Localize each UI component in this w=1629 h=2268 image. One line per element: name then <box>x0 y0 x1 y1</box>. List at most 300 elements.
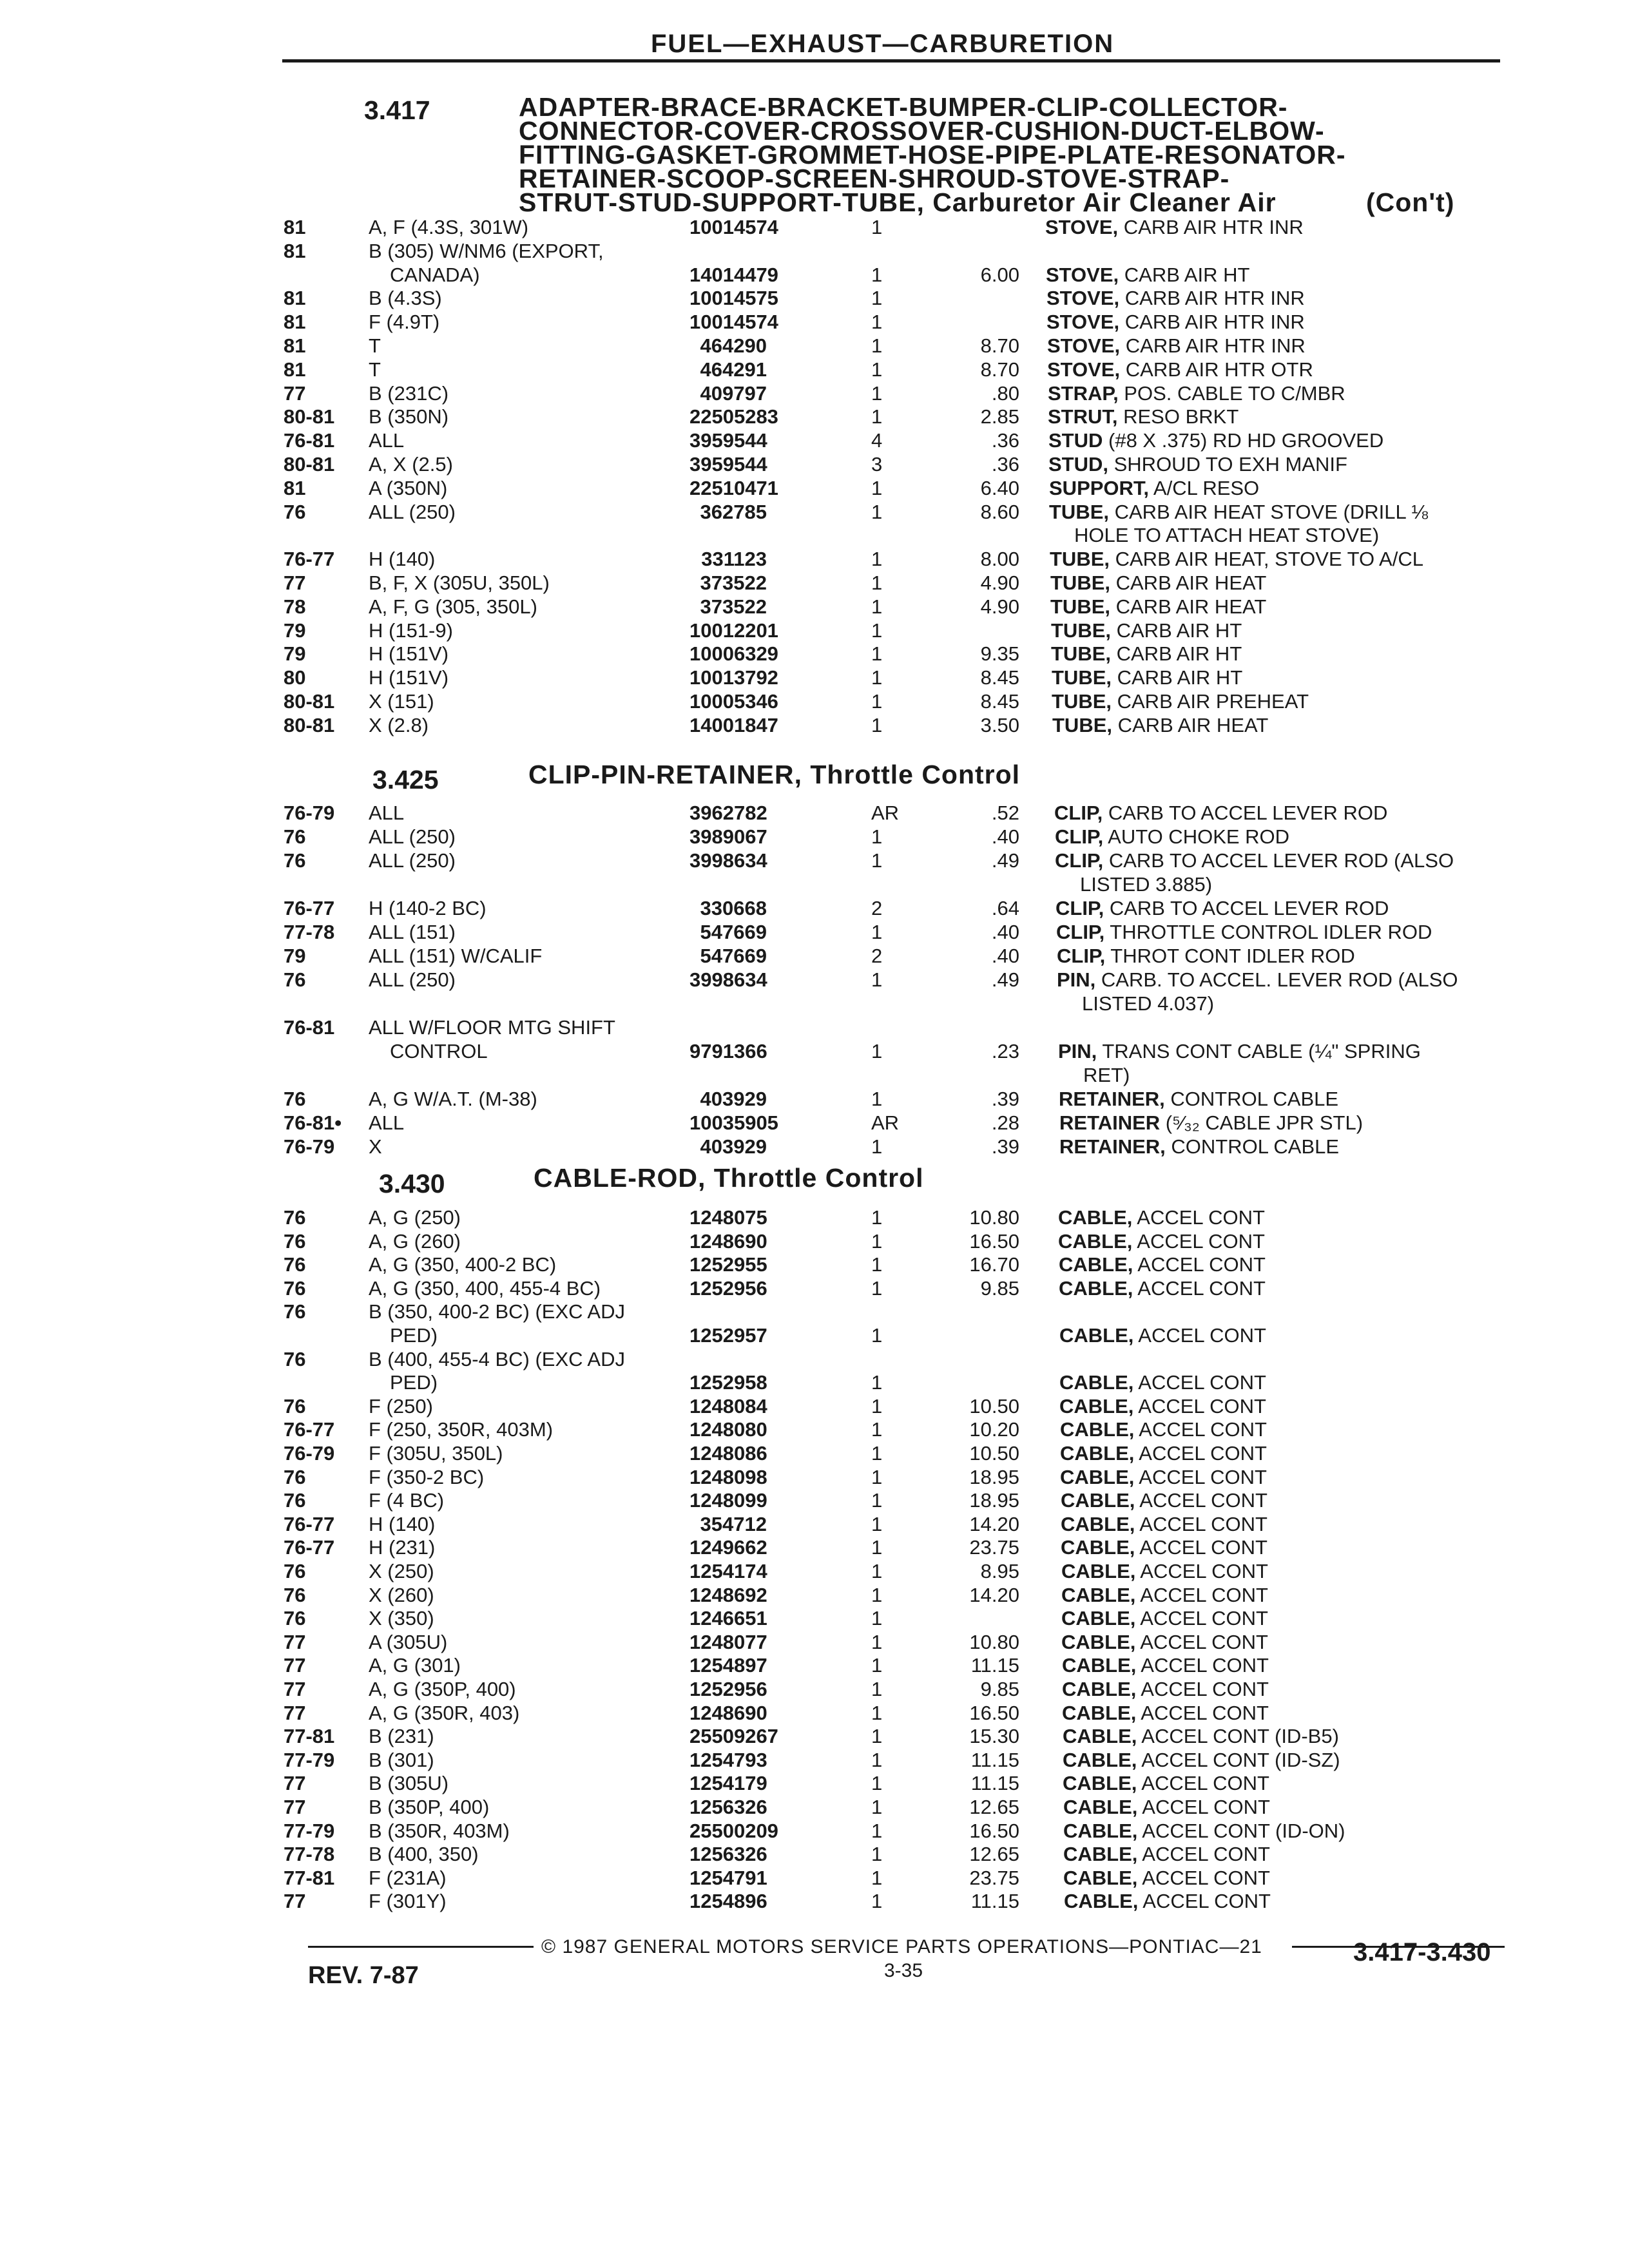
description-keyword: STUD <box>1048 429 1103 452</box>
description-text: ACCEL CONT <box>1137 1843 1270 1866</box>
price-cell: 11.15 <box>970 1654 1019 1677</box>
description-keyword: CABLE, <box>1059 1371 1134 1394</box>
quantity-cell: 1 <box>871 476 883 499</box>
description-keyword: CABLE, <box>1063 1843 1138 1866</box>
part-number-cell: 1249662 <box>689 1536 767 1559</box>
section-title-line: ADAPTER-BRACE-BRACKET-BUMPER-CLIP-COLLECTOR- <box>519 92 1288 122</box>
year-cell: 79 <box>284 642 306 666</box>
application-cell: F (250) <box>369 1394 433 1418</box>
price-cell: .36 <box>991 429 1019 452</box>
description-cell <box>1061 1489 1268 1512</box>
application-cell: F (350-2 BC) <box>369 1465 485 1488</box>
description-cell <box>1058 1040 1421 1063</box>
description-text: CARB AIR HTR INR <box>1119 311 1305 334</box>
year-cell: 76 <box>284 825 306 848</box>
revision-label: REV. 7-87 <box>308 1962 419 1989</box>
part-number-cell: 1248080 <box>689 1418 767 1441</box>
price-cell: 9.35 <box>980 642 1019 666</box>
description-text: CARB AIR HEAT, STOVE TO A/CL <box>1110 548 1423 571</box>
description-text: ACCEL CONT <box>1133 1324 1266 1347</box>
part-number-cell: 1248086 <box>689 1442 767 1465</box>
description-cell <box>1061 1607 1268 1630</box>
description-keyword: STOVE, <box>1047 334 1121 357</box>
quantity-cell: 1 <box>871 405 883 428</box>
price-cell: .64 <box>991 897 1019 919</box>
application-cell: A, G (350, 400, 455-4 BC) <box>369 1276 601 1300</box>
footer-rule-left <box>308 1946 534 1948</box>
part-number-cell: 3998634 <box>689 968 767 991</box>
price-cell: .28 <box>991 1111 1019 1134</box>
price-cell: .23 <box>991 1040 1019 1062</box>
year-cell: 76 <box>284 1465 306 1488</box>
price-cell: 23.75 <box>969 1536 1019 1559</box>
part-number-cell: 403929 <box>700 1135 767 1158</box>
price-cell: .40 <box>991 921 1019 943</box>
quantity-cell: 1 <box>871 1678 883 1700</box>
footer-copyright: © 1987 GENERAL MOTORS SERVICE PARTS OPERATIONS—PONTIAC—21 <box>541 1936 1262 1957</box>
part-number-cell: 1254896 <box>689 1890 767 1913</box>
part-number-cell: 1252955 <box>689 1253 767 1276</box>
description-cell <box>1046 311 1305 334</box>
description-cell <box>1056 921 1432 944</box>
description-cell <box>1064 1890 1271 1913</box>
quantity-cell: 1 <box>871 548 883 571</box>
quantity-cell: 1 <box>871 595 883 618</box>
description-continuation: HOLE TO ATTACH HEAT STOVE) <box>1074 524 1380 547</box>
description-text: CARB AIR HTR INR <box>1120 334 1306 357</box>
description-keyword: STOVE, <box>1046 311 1120 334</box>
application-cell: H (231) <box>369 1536 436 1559</box>
application-cell: B (4.3S) <box>369 287 442 310</box>
section-number: 3.417 <box>364 95 430 125</box>
year-cell: 79 <box>284 945 306 967</box>
running-head: FUEL—EXHAUST—CARBURETION <box>651 30 1115 58</box>
quantity-cell: 1 <box>871 1442 883 1465</box>
quantity-cell: 1 <box>871 287 883 310</box>
description-cell <box>1063 1796 1270 1819</box>
part-number-cell: 1252956 <box>689 1678 767 1700</box>
price-cell: 10.20 <box>969 1418 1019 1441</box>
part-number-cell: 10035905 <box>689 1111 778 1134</box>
description-cell <box>1055 849 1454 872</box>
application-cell: ALL (250) <box>369 825 456 848</box>
description-text: ACCEL CONT <box>1133 1253 1266 1276</box>
application-cell: B (350, 400-2 BC) (EXC ADJ <box>369 1300 625 1323</box>
description-cell <box>1059 1088 1338 1111</box>
application-cell: A, G W/A.T. (M-38) <box>369 1088 537 1110</box>
year-cell: 76 <box>284 1229 306 1253</box>
price-cell: 16.50 <box>969 1819 1019 1842</box>
part-number-cell: 1256326 <box>689 1843 767 1866</box>
year-cell: 76-79 <box>284 1135 335 1158</box>
application-cell: ALL W/FLOOR MTG SHIFT <box>369 1016 615 1039</box>
quantity-cell: 1 <box>871 1772 883 1795</box>
description-text: ACCEL CONT <box>1138 1890 1271 1913</box>
application-cell: ALL (250) <box>369 500 456 523</box>
part-number-cell: 14001847 <box>689 713 778 736</box>
description-cell <box>1060 1418 1267 1441</box>
description-text: CARB AIR HT <box>1112 666 1243 689</box>
description-cell <box>1061 1560 1268 1583</box>
year-cell: 77-79 <box>284 1819 335 1842</box>
description-text: ACCEL CONT <box>1133 1394 1266 1418</box>
application-cell: ALL (250) <box>369 849 456 872</box>
description-cell <box>1057 968 1458 992</box>
application-cell: A (305U) <box>369 1630 448 1653</box>
price-cell: 3.50 <box>980 713 1019 736</box>
year-cell: 76 <box>284 1347 306 1370</box>
description-continuation: RET) <box>1083 1064 1130 1086</box>
section-number: 3.425 <box>372 765 439 794</box>
description-keyword: CABLE, <box>1063 1866 1138 1889</box>
part-number-cell: 409797 <box>700 381 767 405</box>
price-cell: .36 <box>991 453 1019 476</box>
description-text: ACCEL CONT (ID-SZ) <box>1137 1748 1340 1771</box>
description-cell <box>1055 825 1289 849</box>
description-continuation: LISTED 4.037) <box>1082 992 1215 1015</box>
quantity-cell: 1 <box>871 1324 883 1347</box>
year-cell: 76-77 <box>284 1512 335 1535</box>
quantity-cell: 1 <box>871 334 883 357</box>
application-cell: A, G (350R, 403) <box>369 1701 520 1724</box>
description-keyword: TUBE, <box>1050 572 1110 594</box>
price-cell: 12.65 <box>969 1843 1019 1866</box>
year-cell: 77 <box>284 1630 306 1653</box>
description-keyword: PIN, <box>1058 1040 1097 1062</box>
price-cell: 11.15 <box>970 1772 1019 1795</box>
description-keyword: CABLE, <box>1058 1229 1133 1253</box>
description-text: ACCEL CONT <box>1134 1442 1267 1465</box>
description-text: ACCEL CONT <box>1133 1276 1266 1300</box>
description-keyword: TUBE, <box>1052 690 1112 713</box>
description-text: ACCEL CONT <box>1136 1678 1269 1700</box>
application-cell: ALL <box>369 1111 405 1134</box>
application-cell: ALL (250) <box>369 968 456 991</box>
application-cell: ALL <box>369 802 405 824</box>
part-number-cell: 3959544 <box>689 453 767 476</box>
quantity-cell: 1 <box>871 216 883 238</box>
application-cell: F (4.9T) <box>369 311 440 334</box>
description-keyword: CABLE, <box>1062 1678 1137 1700</box>
part-number-cell: 1248084 <box>689 1394 767 1418</box>
application-cell: B (350P, 400) <box>369 1796 490 1818</box>
year-cell: 76 <box>284 1206 306 1229</box>
quantity-cell: 1 <box>871 1725 883 1748</box>
quantity-cell: 1 <box>871 1890 883 1913</box>
quantity-cell: 1 <box>871 381 883 405</box>
price-cell: 14.20 <box>969 1583 1019 1606</box>
description-keyword: STOVE, <box>1047 358 1121 381</box>
price-cell: 4.90 <box>980 572 1019 594</box>
year-cell: 77 <box>284 1772 306 1795</box>
application-cell: H (140-2 BC) <box>369 897 487 919</box>
description-text: CARB AIR HTR INR <box>1118 216 1304 238</box>
quantity-cell: 1 <box>871 1489 883 1512</box>
year-cell: 77 <box>284 1654 306 1677</box>
part-number-cell: 464290 <box>700 334 767 357</box>
description-cell <box>1052 690 1309 713</box>
quantity-cell: 1 <box>871 1630 883 1653</box>
application-cell: A, F, G (305, 350L) <box>369 595 537 618</box>
description-cell <box>1046 287 1305 310</box>
application-cell: T <box>369 334 381 357</box>
description-keyword: TUBE, <box>1049 500 1109 523</box>
description-keyword: CLIP, <box>1056 921 1105 943</box>
year-cell: 80-81 <box>284 405 335 428</box>
part-number-cell: 14014479 <box>689 263 778 286</box>
description-cell <box>1058 1206 1265 1229</box>
description-cell <box>1049 477 1259 500</box>
quantity-cell: 1 <box>871 1654 883 1677</box>
year-cell: 76 <box>284 500 306 523</box>
price-cell: 10.50 <box>969 1442 1019 1465</box>
description-cell <box>1059 1253 1266 1276</box>
quantity-cell: 1 <box>871 1701 883 1724</box>
description-text: ACCEL CONT <box>1137 1796 1270 1818</box>
price-cell: 8.95 <box>980 1560 1019 1582</box>
description-cell <box>1046 264 1249 287</box>
description-cell <box>1061 1536 1268 1559</box>
price-cell: 11.15 <box>970 1748 1019 1771</box>
description-cell <box>1060 1442 1267 1465</box>
description-keyword: TUBE, <box>1050 548 1110 571</box>
description-cell <box>1059 1111 1363 1135</box>
year-cell: 81 <box>284 287 306 310</box>
part-number-cell: 25500209 <box>689 1819 778 1842</box>
section-number: 3.430 <box>379 1169 445 1198</box>
description-keyword: CABLE, <box>1061 1630 1136 1653</box>
application-cell: F (305U, 350L) <box>369 1442 503 1465</box>
description-text: THROTTLE CONTROL IDLER ROD <box>1104 921 1432 943</box>
price-cell: .39 <box>991 1088 1019 1110</box>
year-cell: 80-81 <box>284 453 335 476</box>
application-cell: B (231C) <box>369 381 449 405</box>
application-cell: A, X (2.5) <box>369 453 453 476</box>
application-cell: A (350N) <box>369 476 448 499</box>
description-cell <box>1063 1820 1345 1843</box>
description-keyword: CABLE, <box>1061 1560 1136 1582</box>
description-keyword: CLIP, <box>1055 825 1104 848</box>
year-cell: 79 <box>284 619 306 642</box>
section-range: 3.417-3.430 <box>1353 1938 1491 1966</box>
description-text: CARB AIR HT <box>1119 263 1250 286</box>
description-cell <box>1063 1749 1340 1772</box>
application-cell: ALL (151) <box>369 921 456 943</box>
part-number-cell: 25509267 <box>689 1725 778 1748</box>
application-cell: B (301) <box>369 1748 434 1771</box>
description-cell <box>1057 945 1355 968</box>
description-text: SHROUD TO EXH MANIF <box>1108 453 1347 476</box>
application-cell: B (350N) <box>369 405 449 428</box>
price-cell: 16.50 <box>969 1229 1019 1253</box>
description-cell <box>1062 1702 1269 1725</box>
description-cell <box>1059 1324 1266 1347</box>
year-cell: 76 <box>284 1394 306 1418</box>
price-cell: 14.20 <box>969 1512 1019 1535</box>
description-text: CARB AIR HEAT <box>1112 713 1269 736</box>
description-keyword: CABLE, <box>1062 1701 1137 1724</box>
part-number-cell: 22505283 <box>689 405 778 428</box>
part-number-cell: 1256326 <box>689 1796 767 1818</box>
description-cell <box>1062 1678 1269 1701</box>
part-number-cell: 3962782 <box>689 802 767 824</box>
description-keyword: TUBE, <box>1051 619 1111 642</box>
price-cell: 10.80 <box>969 1630 1019 1653</box>
description-keyword: RETAINER, <box>1059 1135 1166 1158</box>
description-keyword: STRUT, <box>1048 405 1118 428</box>
year-cell: 80-81 <box>284 690 335 713</box>
part-number-cell: 464291 <box>700 358 767 381</box>
application-cell: B (400, 455-4 BC) (EXC ADJ <box>369 1347 625 1370</box>
price-cell: 18.95 <box>969 1489 1019 1512</box>
description-cell <box>1061 1513 1268 1536</box>
price-cell: 9.85 <box>980 1678 1019 1700</box>
part-number-cell: 354712 <box>700 1512 767 1535</box>
price-cell: 8.45 <box>980 690 1019 713</box>
part-number-cell: 331123 <box>701 548 767 571</box>
part-number-cell: 10013792 <box>689 666 778 689</box>
description-text: ACCEL CONT <box>1132 1206 1265 1229</box>
description-text: ACCEL CONT <box>1132 1229 1265 1253</box>
section-title <box>519 92 1455 217</box>
part-number-cell: 403929 <box>700 1088 767 1110</box>
year-cell: 76 <box>284 1607 306 1630</box>
description-keyword: STOVE, <box>1046 287 1120 310</box>
year-cell: 76 <box>284 1583 306 1606</box>
description-cell <box>1063 1843 1270 1866</box>
part-number-cell: 1248099 <box>689 1489 767 1512</box>
price-cell: 12.65 <box>969 1796 1019 1818</box>
description-keyword: CABLE, <box>1061 1489 1135 1512</box>
description-cell <box>1048 429 1383 452</box>
price-cell: 4.90 <box>980 595 1019 618</box>
description-cell <box>1052 714 1268 737</box>
quantity-cell: 1 <box>871 500 883 523</box>
year-cell: 76-77 <box>284 1536 335 1559</box>
part-number-cell: 10014574 <box>689 216 778 238</box>
application-cell: H (140) <box>369 548 436 571</box>
application-cell: F (250, 350R, 403M) <box>369 1418 554 1441</box>
price-cell: 8.60 <box>980 500 1019 523</box>
description-text: CARB. TO ACCEL. LEVER ROD (ALSO <box>1095 968 1458 991</box>
part-number-cell: 1254897 <box>689 1654 767 1677</box>
description-cell <box>1059 1277 1266 1300</box>
quantity-cell: 1 <box>871 1819 883 1842</box>
part-number-cell: 1254179 <box>689 1772 767 1795</box>
part-number-cell: 1248690 <box>689 1701 767 1724</box>
quantity-cell: 1 <box>871 311 883 334</box>
quantity-cell: 1 <box>871 263 883 286</box>
part-number-cell: 1254791 <box>689 1866 767 1889</box>
price-cell: 23.75 <box>969 1866 1019 1889</box>
part-number-cell: 1252956 <box>689 1276 767 1300</box>
application-cell: B (305U) <box>369 1772 449 1795</box>
description-keyword: CABLE, <box>1059 1324 1134 1347</box>
section-title-line: FITTING-GASKET-GROMMET-HOSE-PIPE-PLATE-RESONATOR- <box>519 140 1346 169</box>
section-title-line: RETAINER-SCOOP-SCREEN-SHROUD-STOVE-STRAP- <box>519 164 1230 193</box>
description-text: ACCEL CONT <box>1135 1536 1268 1559</box>
application-cell: CANADA) <box>390 263 480 286</box>
description-cell <box>1054 802 1387 825</box>
quantity-cell: 1 <box>871 1583 883 1606</box>
quantity-cell: 1 <box>871 642 883 666</box>
year-cell: 76-77 <box>284 548 335 571</box>
quantity-cell: 1 <box>871 1560 883 1582</box>
description-text: ACCEL CONT <box>1135 1583 1268 1606</box>
description-text: THROT CONT IDLER ROD <box>1105 945 1355 967</box>
application-cell: ALL (151) W/CALIF <box>369 945 543 967</box>
part-number-cell: 1246651 <box>689 1607 767 1630</box>
quantity-cell: 3 <box>871 453 883 476</box>
description-text: A/CL RESO <box>1149 476 1260 499</box>
description-text: CARB TO ACCEL LEVER ROD <box>1103 802 1388 824</box>
description-text: AUTO CHOKE ROD <box>1103 825 1290 848</box>
price-cell: 8.00 <box>980 548 1019 571</box>
description-text: ACCEL CONT <box>1135 1630 1268 1653</box>
part-number-cell: 547669 <box>700 921 767 943</box>
description-keyword: TUBE, <box>1051 642 1111 666</box>
quantity-cell: 2 <box>871 945 883 967</box>
description-text: CARB AIR HEAT STOVE (DRILL ⅛ <box>1109 500 1429 523</box>
description-text: (#8 X .375) RD HD GROOVED <box>1103 429 1384 452</box>
application-cell: H (151V) <box>369 642 449 666</box>
part-number-cell: 373522 <box>700 595 767 618</box>
year-cell: 81 <box>284 334 306 357</box>
year-cell: 76 <box>284 1560 306 1582</box>
year-cell: 76-79 <box>284 1442 335 1465</box>
price-cell: 16.50 <box>969 1701 1019 1724</box>
quantity-cell: 1 <box>871 825 883 848</box>
part-number-cell: 373522 <box>700 572 767 594</box>
application-cell: F (231A) <box>369 1866 447 1889</box>
description-keyword: CABLE, <box>1058 1206 1133 1229</box>
part-number-cell: 1248692 <box>689 1583 767 1606</box>
description-keyword: TUBE, <box>1052 666 1112 689</box>
application-cell: A, G (350P, 400) <box>369 1678 516 1700</box>
description-cell <box>1063 1725 1339 1748</box>
price-cell: 2.85 <box>980 405 1019 428</box>
description-cell <box>1049 501 1428 524</box>
description-cell <box>1060 1466 1267 1489</box>
description-text: CARB AIR HTR OTR <box>1120 358 1313 381</box>
application-cell: PED) <box>390 1371 438 1394</box>
application-cell: A, G (250) <box>369 1206 461 1229</box>
description-cell <box>1050 548 1423 571</box>
application-cell: CONTROL <box>390 1040 488 1062</box>
quantity-cell: 1 <box>871 1796 883 1818</box>
description-cell <box>1063 1772 1269 1795</box>
quantity-cell: 1 <box>871 1135 883 1158</box>
application-cell: B (305) W/NM6 (EXPORT, <box>369 239 604 262</box>
price-cell: 15.30 <box>969 1725 1019 1748</box>
application-cell: X (250) <box>369 1560 434 1582</box>
application-cell: B (400, 350) <box>369 1843 479 1866</box>
year-cell: 77 <box>284 1701 306 1724</box>
quantity-cell: AR <box>871 802 900 824</box>
description-keyword: RETAINER, <box>1059 1088 1165 1110</box>
header-rule <box>282 59 1500 62</box>
year-cell: 76-81 <box>284 429 335 452</box>
part-number-cell: 3959544 <box>689 429 767 452</box>
description-cell <box>1052 666 1242 689</box>
description-text: ACCEL CONT <box>1136 1701 1269 1724</box>
description-continuation: LISTED 3.885) <box>1080 873 1213 896</box>
price-cell: 10.50 <box>969 1394 1019 1418</box>
part-number-cell: 10012201 <box>689 619 778 642</box>
description-keyword: CABLE, <box>1059 1276 1133 1300</box>
description-keyword: CABLE, <box>1064 1890 1139 1913</box>
year-cell: 81 <box>284 239 306 262</box>
